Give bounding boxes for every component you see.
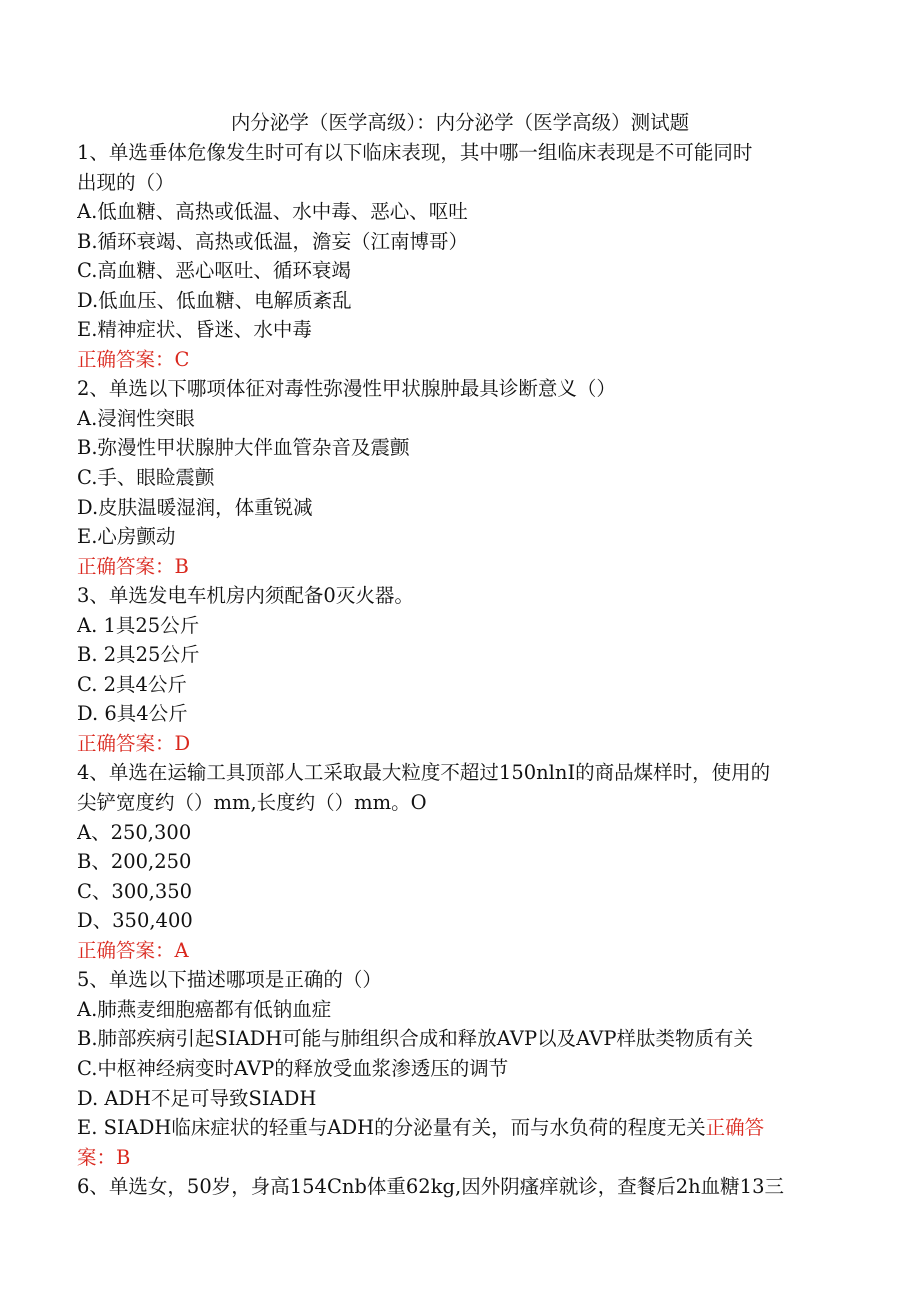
question-2-option-a: A.浸润性突眼 xyxy=(77,406,195,430)
question-6-stem-line-1: 6、单选女，50岁，身高154Cnb体重62kg,因外阴瘙痒就诊，查餐后2h血糖13三 xyxy=(77,1175,784,1199)
question-5-option-c: C.中枢神经病变时AVP的释放受血浆渗透压的调节 xyxy=(77,1056,509,1080)
question-1-stem-line-2: 出现的（） xyxy=(77,170,175,194)
answer-label: 正确答案： xyxy=(77,347,175,371)
question-1-stem-line-1: 1、单选垂体危像发生时可有以下临床表现，其中哪一组临床表现是不可能同时 xyxy=(77,141,753,164)
question-2-answer xyxy=(77,552,837,582)
document-body xyxy=(77,138,837,1202)
question-1-option-c: C.高血糖、恶心呕吐、循环衰竭 xyxy=(77,259,351,283)
question-2-stem-line-1: 2、单选以下哪项体征对毒性弥漫性甲状腺肿最具诊断意义（） xyxy=(77,377,616,401)
question-2-option-e: E.心房颤动 xyxy=(77,525,176,549)
question-5-option-d: D. ADH不足可导致SIADH xyxy=(77,1086,317,1110)
document-title: 内分泌学（医学高级）：内分泌学（医学高级）测试题 xyxy=(230,111,690,134)
answer-label-tail: 案： xyxy=(77,1145,117,1169)
question-4-option-c: C、300,350 xyxy=(77,879,193,903)
question-1-option-e: E.精神症状、昏迷、水中毒 xyxy=(77,318,312,342)
question-5-option-a: A.肺燕麦细胞癌都有低钠血症 xyxy=(77,997,332,1021)
answer-value: D xyxy=(174,731,191,755)
answer-label: 正确答案： xyxy=(77,554,175,578)
question-5-stem-line-1: 5、单选以下描述哪项是正确的（） xyxy=(77,968,382,992)
question-4-option-a: A、250,300 xyxy=(77,820,192,844)
question-1-option-d: D.低血压、低血糖、电解质紊乱 xyxy=(77,288,352,312)
question-3-option-d: D. 6具4公斤 xyxy=(77,702,188,726)
answer-value: B xyxy=(174,554,189,578)
answer-value: C xyxy=(174,347,190,371)
question-4-stem-line-2: 尖铲宽度约（）mm,长度约（）mm。O xyxy=(77,791,427,815)
question-3-stem-line-1: 3、单选发电车机房内须配备0灭火器。 xyxy=(77,584,414,608)
question-5-option-e-text: E. SIADH临床症状的轻重与ADH的分泌量有关，而与水负荷的程度无关 xyxy=(77,1116,706,1140)
question-4-option-d: D、350,400 xyxy=(77,909,193,933)
question-4-answer xyxy=(77,936,837,966)
question-5-option-e xyxy=(77,1113,837,1143)
question-2-option-b: B.弥漫性甲状腺肿大伴血管杂音及震颤 xyxy=(77,436,410,460)
answer-value: B xyxy=(116,1145,131,1169)
question-4-option-b: B、200,250 xyxy=(77,850,192,874)
question-1-option-a: A.低血糖、高热或低温、水中毒、恶心、呕吐 xyxy=(77,200,468,224)
question-3-option-a: A. 1具25公斤 xyxy=(77,613,200,637)
answer-value: A xyxy=(174,938,189,962)
question-3-answer xyxy=(77,729,837,759)
question-2-option-c: C.手、眼睑震颤 xyxy=(77,466,215,490)
answer-label: 正确答案： xyxy=(77,731,175,755)
question-3-option-b: B. 2具25公斤 xyxy=(77,643,200,667)
question-1-answer xyxy=(77,345,837,375)
question-5-option-b: B.肺部疾病引起SIADH可能与肺组织合成和释放AVP以及AVP样肽类物质有关 xyxy=(77,1027,753,1051)
question-2-option-d: D.皮肤温暖湿润，体重锐减 xyxy=(77,495,313,519)
answer-label-head: 正确答 xyxy=(705,1116,765,1140)
question-1-option-b: B.循环衰竭、高热或低温，澹妄（江南博哥） xyxy=(77,229,469,253)
question-4-stem-line-1: 4、单选在运输工具顶部人工采取最大粒度不超过150nlnI的商品煤样时，使用的 xyxy=(77,761,771,785)
question-3-option-c: C. 2具4公斤 xyxy=(77,672,187,696)
question-5-answer xyxy=(77,1143,837,1173)
answer-label: 正确答案： xyxy=(77,938,175,962)
